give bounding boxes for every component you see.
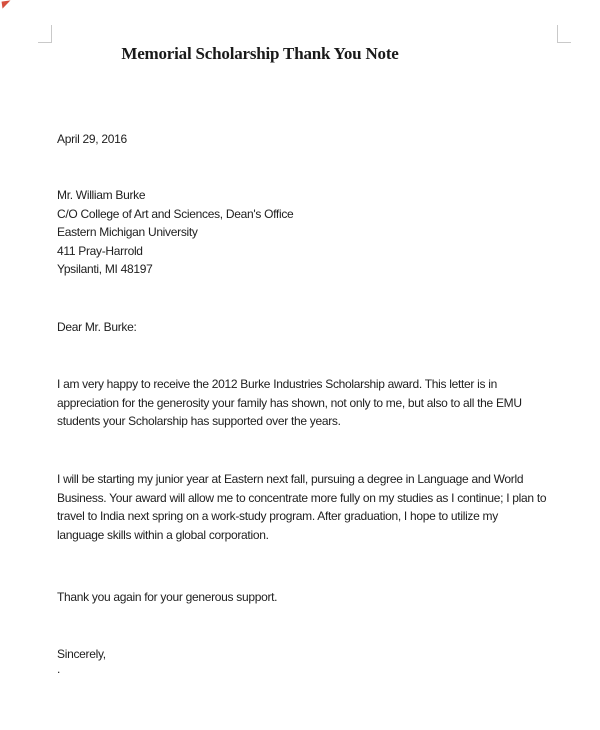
salutation: Dear Mr. Burke: [57,320,137,334]
paragraph-line: appreciation for the generosity your family has shown, not only to me, but also to all the EMU [57,395,522,410]
paragraph-line: I am very happy to receive the 2012 Burke Industries Scholarship award. This letter is in [57,377,497,391]
paragraph-line: travel to India next spring on a work-study program. After graduation, I hope to utilize my [57,509,498,524]
address-line: 411 Pray-Harrold [57,243,143,258]
paragraph-line: students your Scholarship has supported over the years. [57,414,341,429]
letter-date: April 29, 2016 [57,132,127,146]
signature-placeholder: . [57,662,61,676]
body-paragraph-1 [57,375,522,431]
recipient-address [57,186,293,279]
address-line: Eastern Michigan University [57,225,198,240]
address-line: C/O College of Art and Sciences, Dean's Office [57,206,294,221]
red-corner-artifact-icon [2,0,12,8]
paragraph-line: I will be starting my junior year at Eastern next fall, pursuing a degree in Language and World [57,472,524,486]
body-paragraph-2 [57,470,546,544]
paragraph-line: Business. Your award will allow me to concentrate more fully on my studies as I continue; I plan to [57,490,547,505]
address-line: Ypsilanti, MI 48197 [57,262,153,277]
margin-corner-mark-right-icon [557,25,571,43]
closing: Sincerely, [57,647,106,661]
page-title: Memorial Scholarship Thank You Note [121,44,399,63]
closing-thanks: Thank you again for your generous support. [57,590,278,604]
margin-corner-mark-left-icon [38,25,52,43]
paragraph-line: language skills within a global corporation. [57,527,269,542]
address-line: Mr. William Burke [57,188,146,202]
